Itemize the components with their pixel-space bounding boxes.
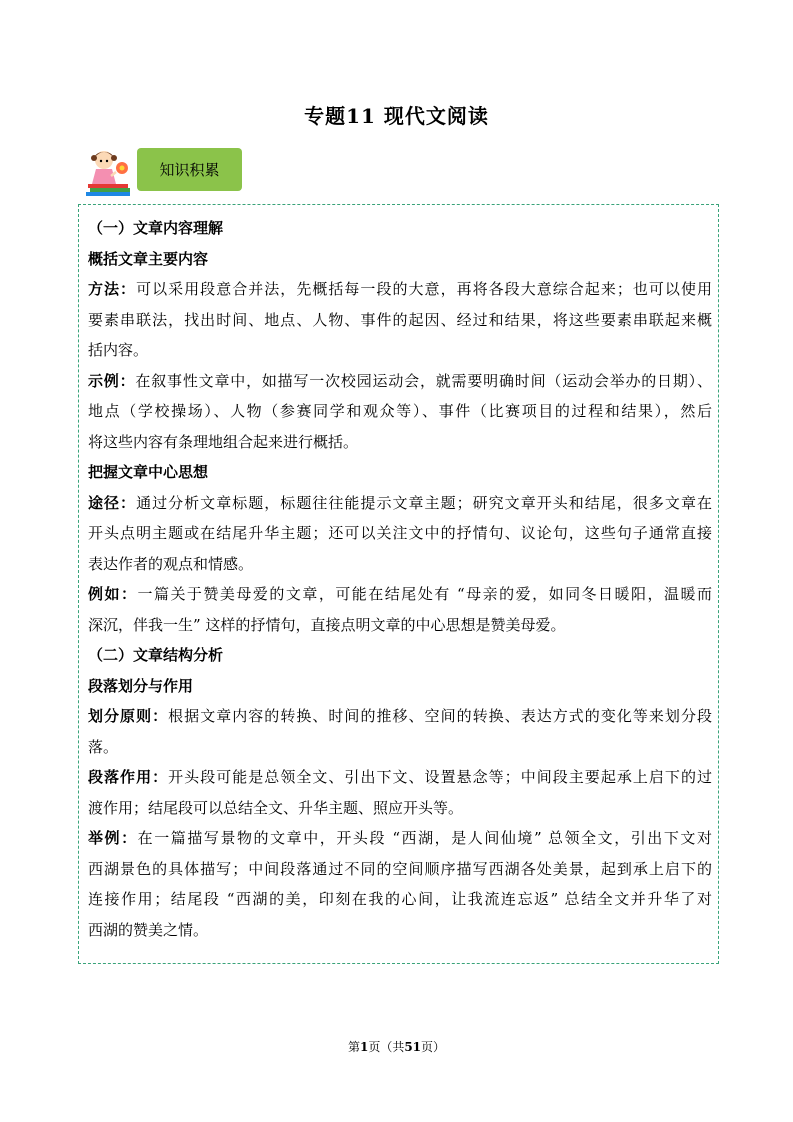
principle-line-1: 划分原则：根据文章内容的转换、时间的推移、空间的转换、表达方式的变化等来划分段 — [88, 707, 712, 725]
role-line-2: 渡作用；结尾段可以总结全文、升华主题、照应开头等。 — [88, 798, 464, 817]
eg-label: 例如： — [88, 585, 138, 603]
page-title: 专题11 现代文阅读 — [304, 104, 489, 128]
example-line-2: 地点（学校操场）、人物（参赛同学和观众等）、事件（比赛项目的过程和结果），然后 — [88, 402, 712, 420]
instance-line-2: 西湖景色的具体描写；中间段落通过不同的空间顺序描写西湖各处美景，起到承上启下的 — [88, 859, 712, 878]
role-label: 段落作用： — [88, 768, 169, 786]
path-line-3: 表达作者的观点和情感。 — [88, 554, 254, 573]
subheading-summary: 概括文章主要内容 — [88, 249, 209, 268]
page-number: 1 — [359, 1040, 369, 1054]
eg-line-1: 例如：一篇关于赞美母爱的文章，可能在结尾处有 “母亲的爱，如同冬日暖阳，温暖而 — [88, 585, 712, 603]
subheading-paragraph: 段落划分与作用 — [88, 676, 194, 695]
instance-line-3: 连接作用；结尾段 “西湖的美，印刻在我的心间，让我流连忘返” 总结全文并升华了对 — [88, 890, 712, 908]
example-label: 示例： — [88, 371, 136, 390]
instance-label: 举例： — [88, 829, 138, 847]
instance-line-4: 西湖的赞美之情。 — [88, 920, 209, 939]
page-footer: 第1页（共51页） — [347, 1040, 446, 1054]
method-line-1: 方法：可以采用段意合并法，先概括每一段的大意，再将各段大意综合起来；也可以使用 — [88, 280, 712, 298]
page-total: 51 — [404, 1040, 422, 1054]
content — [88, 213, 712, 945]
section-heading-2: （二）文章结构分析 — [88, 646, 224, 664]
section-badge — [84, 146, 244, 196]
method-line-2: 要素串联法，找出时间、地点、人物、事件的起因、经过和结果，将这些要素串联起来概 — [88, 310, 712, 329]
eg-line-2: 深沉，伴我一生” 这样的抒情句，直接点明文章的中心思想是赞美母爱。 — [88, 615, 566, 634]
girl-with-books-icon — [84, 146, 136, 196]
method-label: 方法： — [88, 280, 137, 298]
principle-line-2: 落。 — [88, 737, 119, 756]
role-line-1: 段落作用：开头段可能是总领全文、引出下文、设置悬念等；中间段主要起承上启下的过 — [88, 768, 712, 786]
path-line-1: 途径：通过分析文章标题，标题往往能提示文章主题；研究文章开头和结尾，很多文章在 — [88, 493, 712, 512]
path-line-2: 开头点明主题或在结尾升华主题；还可以关注文中的抒情句、议论句，这些句子通常直接 — [88, 524, 712, 542]
knowledge-badge: 知识积累 — [137, 148, 242, 191]
subheading-theme: 把握文章中心思想 — [88, 463, 209, 481]
example-line-3: 将这些内容有条理地组合起来进行概括。 — [88, 432, 359, 451]
instance-line-1: 举例：在一篇描写景物的文章中，开头段 “西湖，是人间仙境” 总领全文，引出下文对 — [88, 829, 712, 847]
method-line-3: 括内容。 — [88, 341, 149, 359]
section-heading-1: （一）文章内容理解 — [88, 219, 224, 237]
principle-label: 划分原则： — [88, 707, 169, 725]
example-line-1: 示例：在叙事性文章中，如描写一次校园运动会，就需要明确时间（运动会举办的日期）、 — [88, 371, 712, 390]
path-label: 途径： — [88, 493, 137, 512]
